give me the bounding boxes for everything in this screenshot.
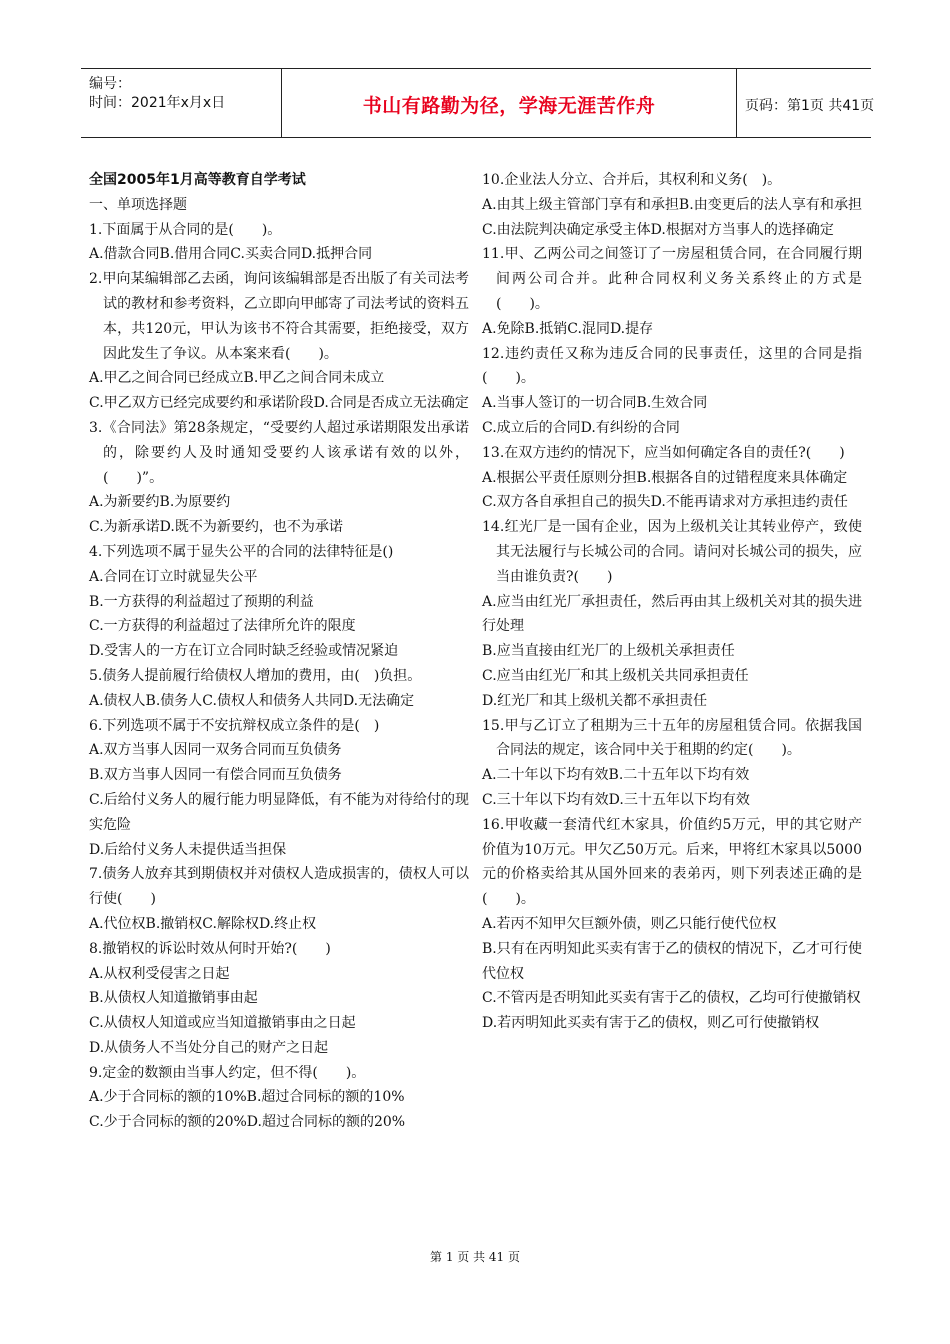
- option-text: C.不管丙是否明知此买卖有害于乙的债权，乙均可行使撤销权: [482, 990, 861, 1007]
- question-text: 13.在双方违约的情况下，应当如何确定各自的责任?( ): [482, 444, 845, 461]
- question-text: 11.甲、乙两公司之间签订了一房屋租赁合同，在合同履行期间两公司合并。此种合同权利义务关系终止的方式是( )。: [482, 246, 862, 312]
- number-label: 编号：: [89, 76, 131, 92]
- option-text: C.三十年以下均有效D.三十五年以下均有效: [482, 791, 750, 808]
- option-text: C.应当由红光厂和其上级机关共同承担责任: [482, 667, 749, 684]
- header-motto-cell: [281, 69, 737, 137]
- option-text: A.当事人签订的一切合同B.生效合同: [482, 395, 708, 412]
- option-text: A.由其上级主管部门享有和承担B.由变更后的法人享有和承担C.由法院判决确定承受主体D.根据对方当事人的选择确定: [482, 196, 862, 238]
- option-text: D.红光厂和其上级机关都不承担责任: [482, 692, 708, 709]
- header-left-cell: [81, 69, 281, 137]
- option-text: D.受害人的一方在订立合同时缺乏经验或情况紧迫: [89, 643, 399, 660]
- option-text: A.若丙不知甲欠巨额外债，则乙只能行使代位权: [482, 915, 777, 932]
- option-text: A.少于合同标的额的10%B.超过合同标的额的10%: [89, 1089, 405, 1106]
- left-column: [89, 168, 469, 1135]
- option-text: B.从债权人知道撤销事由起: [89, 990, 258, 1007]
- option-text: C.甲乙双方已经完成要约和承诺阶段D.合同是否成立无法确定: [89, 395, 469, 412]
- option-text: A.从权利受侵害之日起: [89, 965, 230, 982]
- section-heading: 一、单项选择题: [89, 196, 187, 213]
- option-text: C.后给付义务人的履行能力明显降低，有不能为对待给付的现实危险: [89, 791, 469, 833]
- option-text: A.代位权B.撤销权C.解除权D.终止权: [89, 915, 317, 932]
- question-text: 15.甲与乙订立了租期为三十五年的房屋租赁合同。依据我国合同法的规定，该合同中关于租期的约定( )。: [482, 717, 862, 759]
- option-text: A.双方当事人因同一双务合同而互负债务: [89, 742, 342, 759]
- option-text: A.甲乙之间合同已经成立B.甲乙之间合同未成立: [89, 370, 385, 387]
- motto-text: 书山有路勤为径，学海无涯苦作舟: [362, 95, 656, 117]
- question-text: 3.《合同法》第28条规定，“受要约人超过承诺期限发出承诺的，除要约人及时通知受要约人该承诺有效的以外，( )”。: [89, 419, 469, 486]
- exam-title: 全国2005年1月高等教育自学考试: [89, 172, 306, 188]
- question-text: 6.下列选项不属于不安抗辩权成立条件的是( ): [89, 717, 380, 734]
- option-text: A.为新要约B.为原要约: [89, 494, 231, 511]
- question-text: 1.下面属于从合同的是( )。: [89, 221, 282, 238]
- option-text: C.双方各自承担自己的损失D.不能再请求对方承担违约责任: [482, 494, 848, 511]
- option-text: B.只有在丙明知此买卖有害于乙的债权的情况下，乙才可行使代位权: [482, 940, 862, 982]
- question-text: 2.甲向某编辑部乙去函，询问该编辑部是否出版了有关司法考试的教材和参考资料，乙立即向甲邮寄了司法考试的资料五本，共120元，甲认为该书不符合其需要，拒绝接受，双方因此发生了争议。从本案来看( )。: [89, 271, 469, 362]
- option-text: A.应当由红光厂承担责任，然后再由其上级机关对其的损失进行处理: [482, 593, 862, 635]
- option-text: B.一方获得的利益超过了预期的利益: [89, 593, 314, 610]
- option-text: A.债权人B.债务人C.债权人和债务人共同D.无法确定: [89, 692, 415, 709]
- option-text: C.从债权人知道或应当知道撤销事由之日起: [89, 1015, 356, 1032]
- page-footer: 第 1 页 共 41 页: [430, 1250, 520, 1264]
- page-header: [81, 68, 875, 138]
- question-text: 8.撤销权的诉讼时效从何时开始?( ): [89, 940, 331, 957]
- option-text: D.若丙明知此买卖有害于乙的债权，则乙可行使撤销权: [482, 1015, 820, 1032]
- option-text: B.双方当事人因同一有偿合同而互负债务: [89, 767, 342, 784]
- option-text: A.借款合同B.借用合同C.买卖合同D.抵押合同: [89, 246, 373, 263]
- option-text: A.根据公平责任原则分担B.根据各自的过错程度来具体确定: [482, 469, 848, 486]
- option-text: B.应当直接由红光厂的上级机关承担责任: [482, 643, 735, 660]
- option-text: C.一方获得的利益超过了法律所允许的限度: [89, 618, 356, 635]
- question-text: 10.企业法人分立、合并后，其权利和义务( )。: [482, 172, 782, 188]
- option-text: D.从债务人不当处分自己的财产之日起: [89, 1039, 329, 1056]
- option-text: A.二十年以下均有效B.二十五年以下均有效: [482, 767, 750, 784]
- question-text: 12.违约责任又称为违反合同的民事责任，这里的合同是指( )。: [482, 345, 862, 387]
- option-text: A.合同在订立时就显失公平: [89, 568, 258, 585]
- question-text: 4.下列选项不属于显失公平的合同的法律特征是(): [89, 543, 394, 560]
- question-text: 16.甲收藏一套清代红木家具，价值约5万元，甲的其它财产价值为10万元。甲欠乙50万元。后来，甲将红木家具以5000元的价格卖给其从国外回来的表弟丙，则下列表述正确的是( )。: [482, 816, 862, 908]
- header-page-cell: [735, 69, 875, 137]
- right-column: [482, 168, 862, 1036]
- question-text: 7.债务人放弃其到期债权并对债权人造成损害的，债权人可以行使( ): [89, 866, 469, 908]
- page-code: 页码：第1页 共41页: [745, 98, 875, 114]
- option-text: D.后给付义务人未提供适当担保: [89, 841, 287, 858]
- time-label: 时间：2021年x月x日: [89, 95, 226, 111]
- question-text: 9.定金的数额由当事人约定，但不得( )。: [89, 1064, 366, 1081]
- option-text: A.免除B.抵销C.混同D.提存: [482, 320, 654, 337]
- option-text: C.为新承诺D.既不为新要约，也不为承诺: [89, 519, 343, 536]
- question-text: 14.红光厂是一国有企业，因为上级机关让其转业停产，致使其无法履行与长城公司的合同。请问对长城公司的损失，应当由谁负责?( ): [482, 519, 862, 585]
- option-text: C.成立后的合同D.有纠纷的合同: [482, 419, 680, 436]
- option-text: C.少于合同标的额的20%D.超过合同标的额的20%: [89, 1114, 406, 1131]
- question-text: 5.债务人提前履行给债权人增加的费用，由( )负担。: [89, 667, 422, 684]
